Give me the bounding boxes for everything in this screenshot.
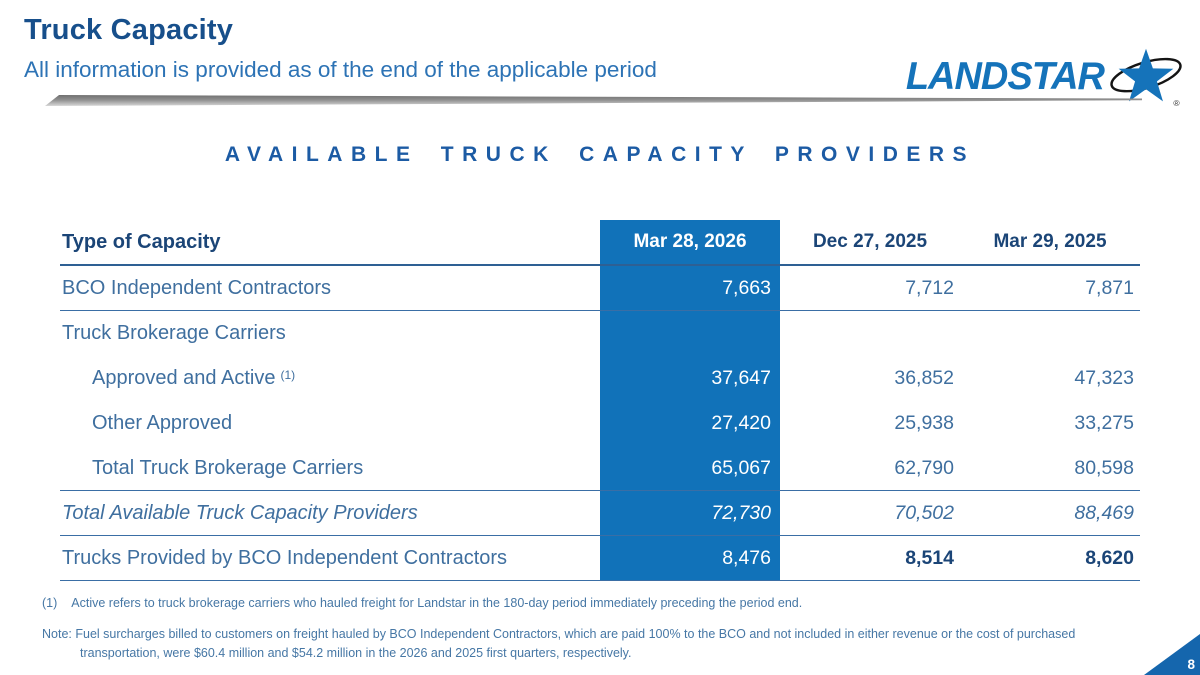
row-value: 25,938 <box>894 412 954 434</box>
footnote-1 <box>42 596 802 610</box>
row-value: 7,871 <box>1085 276 1134 299</box>
footnote-1-marker: (1) <box>42 596 58 610</box>
footnote-1-text: Active refers to truck brokerage carriers who hauled freight for Landstar in the 180-day period immediately preceding the period end. <box>71 596 803 610</box>
row-value: 8,620 <box>1085 546 1134 569</box>
landstar-logo-text: LANDSTAR <box>905 55 1104 98</box>
table-row-approved-active <box>60 356 1140 401</box>
row-value: 80,598 <box>1074 456 1134 479</box>
row-value: 36,852 <box>894 367 954 389</box>
row-value <box>600 311 780 356</box>
table-row-trucks-provided <box>60 536 1140 581</box>
row-value <box>960 311 1140 356</box>
row-label: BCO Independent Contractors <box>62 276 332 299</box>
note-text: Fuel surcharges billed to customers on freight hauled by BCO Independent Contractors, which are paid 100% to the BCO and not included in either revenue or the cost of purchased transportation, were $60.4 million and $54.2 million in the 2026 and 2025 first quarters, respectively. <box>75 627 1076 661</box>
table-row-truck-brokerage-group <box>60 311 1140 356</box>
row-value: 7,663 <box>600 266 780 310</box>
page-number: 8 <box>1187 657 1195 672</box>
note-label: Note: <box>42 627 72 641</box>
row-value: 65,067 <box>600 446 780 490</box>
row-label: Total Available Truck Capacity Providers <box>62 501 418 524</box>
column-header-current-period: Mar 28, 2026 <box>600 220 780 264</box>
row-label: Truck Brokerage Carriers <box>62 322 286 344</box>
note-footnote <box>42 625 1120 664</box>
row-value: 33,275 <box>1074 412 1134 434</box>
row-label: Other Approved <box>92 412 233 434</box>
row-label: Total Truck Brokerage Carriers <box>92 456 364 479</box>
row-value: 88,469 <box>1074 501 1134 524</box>
row-value: 72,730 <box>600 491 780 535</box>
column-header-prior-quarter: Dec 27, 2025 <box>812 231 928 252</box>
row-value: 47,323 <box>1074 367 1134 389</box>
row-value: 37,647 <box>600 356 780 401</box>
page-title: Truck Capacity <box>24 14 234 46</box>
table-row-total-available <box>60 491 1140 536</box>
table-header-row <box>60 220 1140 266</box>
row-value: 62,790 <box>894 456 954 479</box>
footnote-marker: (1) <box>280 367 296 382</box>
row-value <box>780 311 960 356</box>
svg-text:®: ® <box>1173 98 1180 109</box>
row-label: Trucks Provided by BCO Independent Contractors <box>62 546 508 569</box>
row-value: 8,514 <box>905 546 954 569</box>
page-subtitle: All information is provided as of the end of the applicable period <box>24 57 657 82</box>
row-value: 7,712 <box>905 276 954 299</box>
row-label-text: Approved and Active <box>92 367 276 389</box>
section-title: AVAILABLE TRUCK CAPACITY PROVIDERS <box>224 143 976 166</box>
row-label <box>60 356 600 401</box>
row-value: 70,502 <box>894 501 954 524</box>
column-header-prior-year: Mar 29, 2025 <box>993 231 1107 252</box>
table-row-bco <box>60 266 1140 311</box>
row-value: 8,476 <box>600 536 780 580</box>
table-row-total-truck-brokerage <box>60 446 1140 491</box>
table-row-other-approved <box>60 401 1140 446</box>
column-header-type: Type of Capacity <box>62 230 221 253</box>
capacity-table <box>60 220 1140 581</box>
row-value: 27,420 <box>600 401 780 446</box>
